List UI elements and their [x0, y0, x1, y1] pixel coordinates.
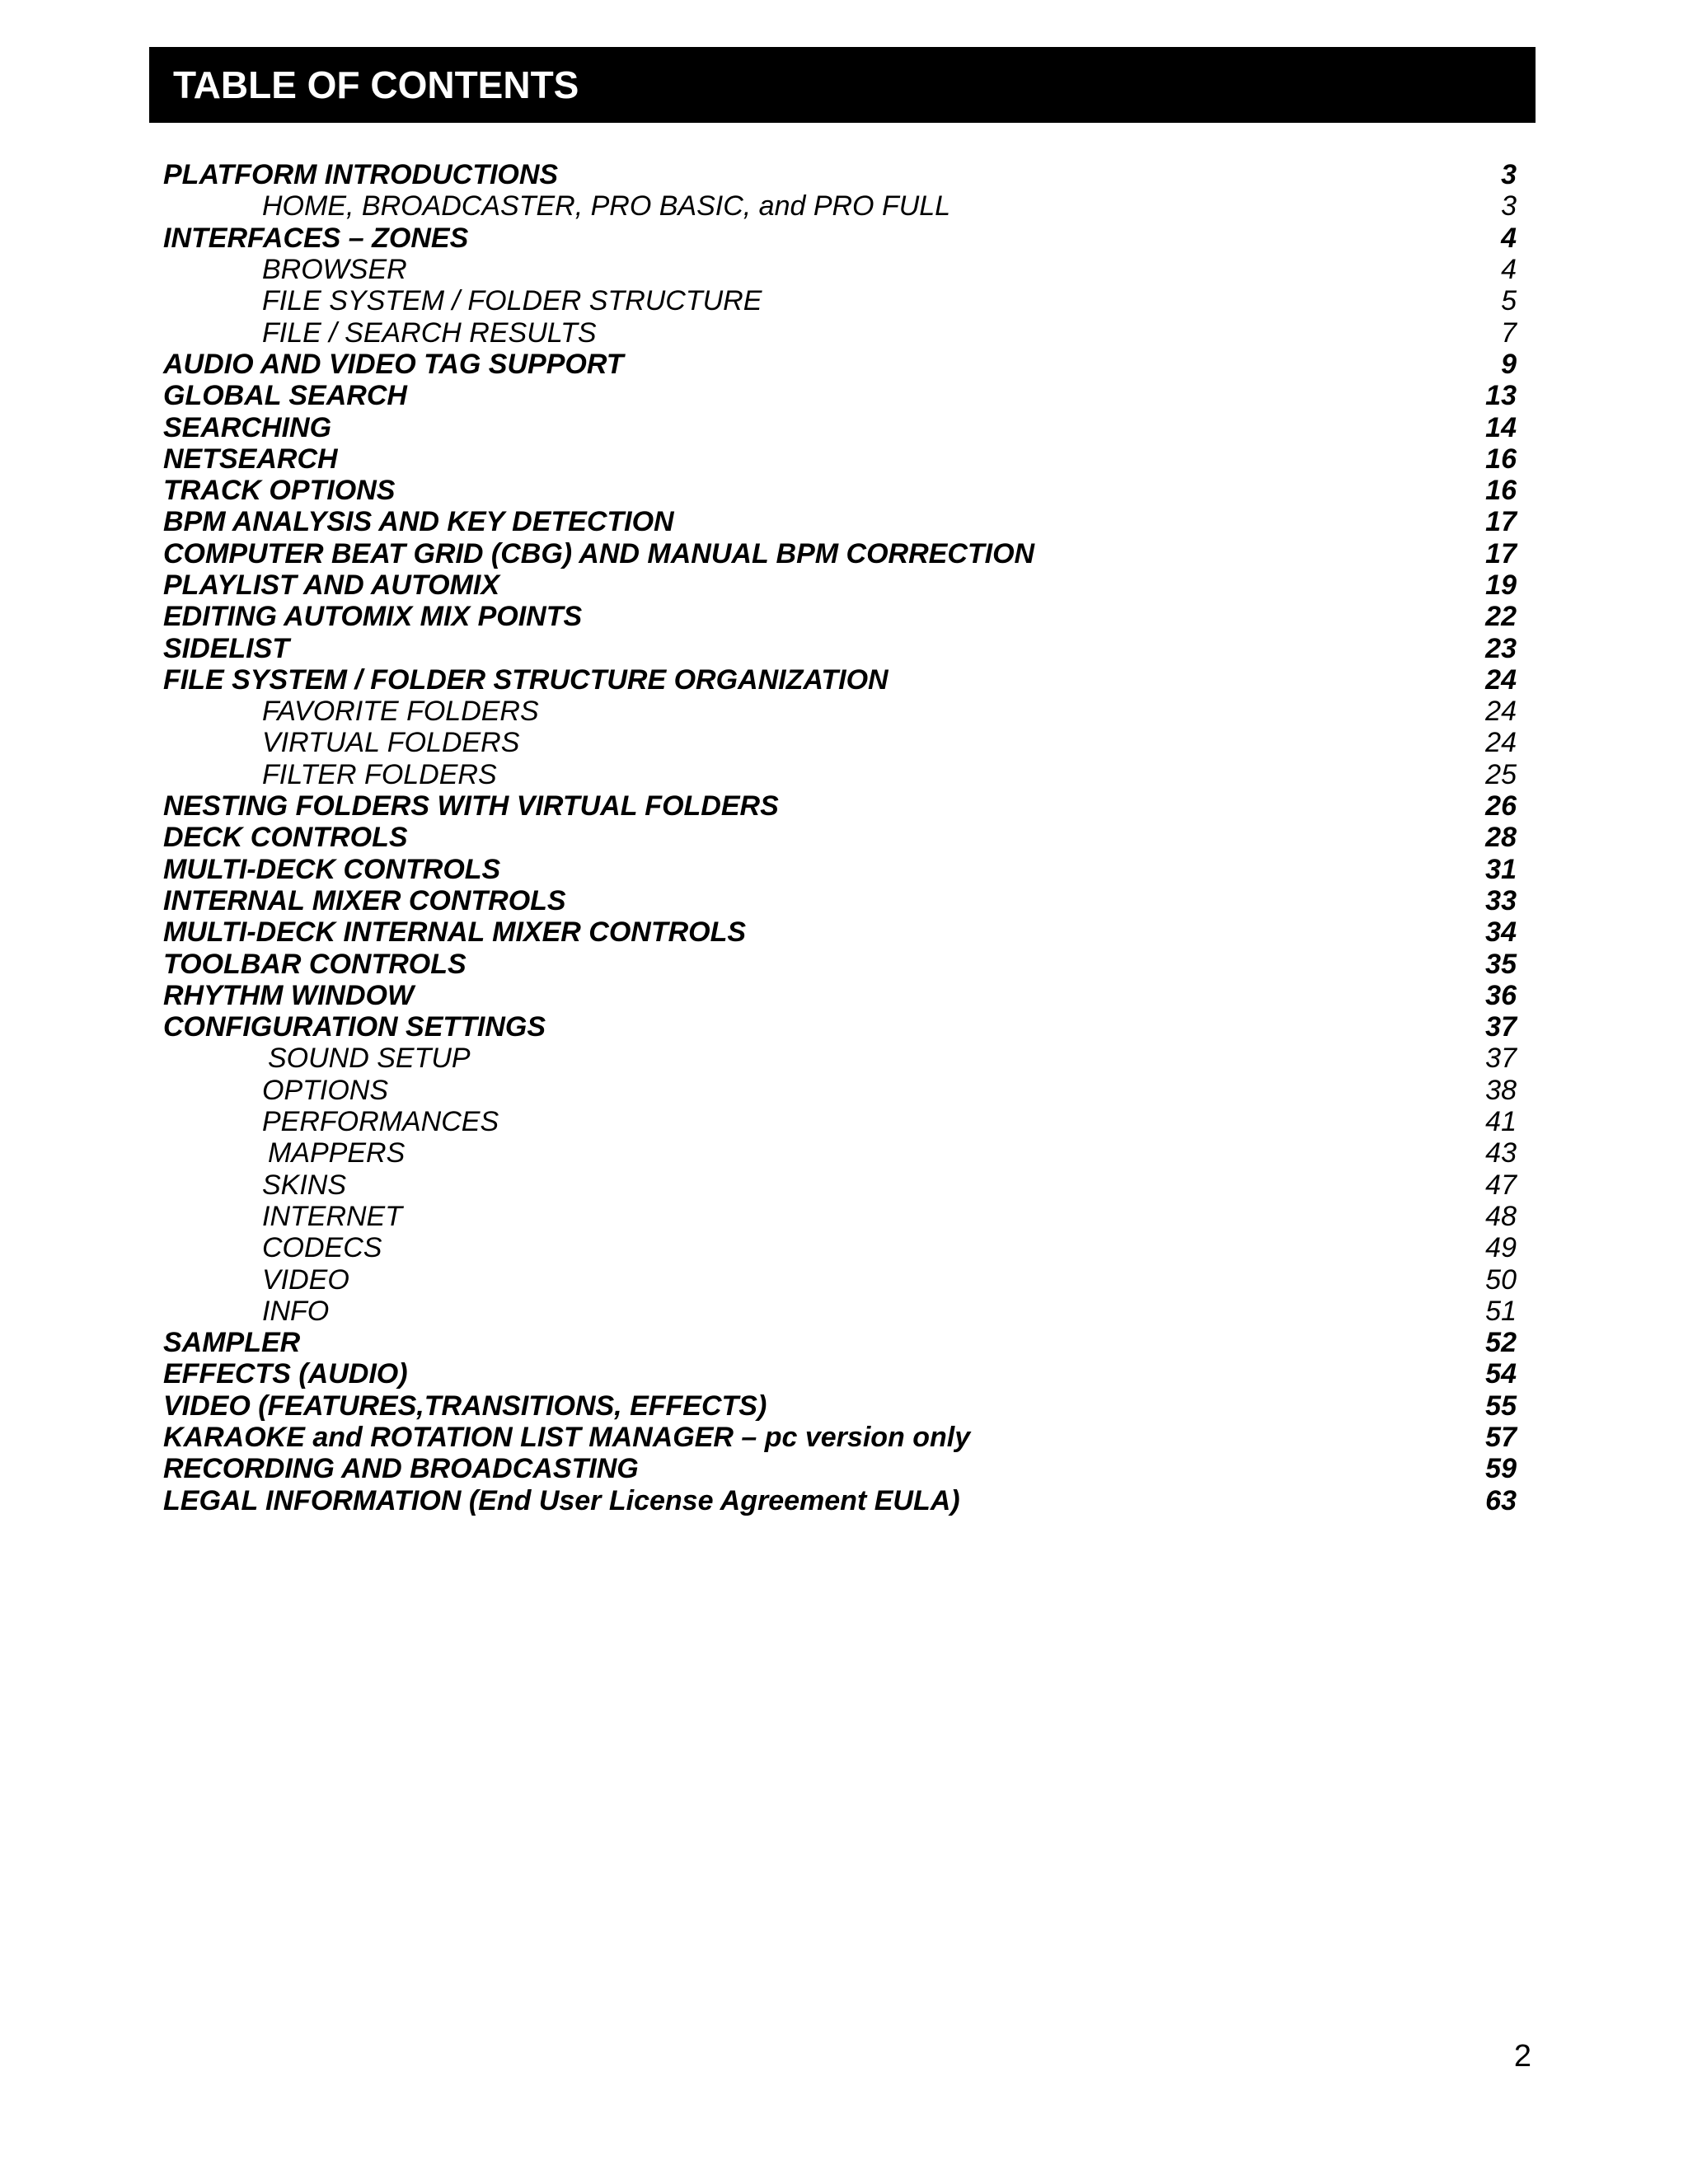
- toc-entry-title: PLATFORM INTRODUCTIONS: [163, 159, 559, 191]
- toc-entry-page-number: 63: [1485, 1484, 1517, 1516]
- toc-entry-title: SOUND SETUP: [268, 1043, 471, 1075]
- toc-entry-title: OPTIONS: [262, 1074, 389, 1106]
- toc-subentry[interactable]: [163, 316, 1517, 348]
- toc-entry-page-number: 24: [1485, 696, 1517, 728]
- toc-entry-title: MULTI-DECK CONTROLS: [163, 853, 501, 885]
- toc-entry[interactable]: [163, 948, 1517, 979]
- toc-entry[interactable]: [163, 664, 1517, 696]
- toc-entry-page-number: 28: [1485, 822, 1517, 854]
- toc-entry-title: PLAYLIST AND AUTOMIX: [163, 569, 499, 601]
- toc-subentry[interactable]: [163, 1296, 1517, 1327]
- toc-entry-title: INTERFACES – ZONES: [163, 222, 469, 254]
- toc-entry-page-number: 48: [1485, 1200, 1517, 1232]
- toc-entry[interactable]: [163, 790, 1517, 822]
- toc-entry-title: RHYTHM WINDOW: [163, 979, 415, 1011]
- toc-entry-title: EDITING AUTOMIX MIX POINTS: [163, 601, 583, 633]
- toc-entry-page-number: 26: [1485, 790, 1517, 823]
- toc-subentry[interactable]: [163, 1075, 1517, 1106]
- toc-entry[interactable]: [163, 885, 1517, 916]
- toc-entry-title: HOME, BROADCASTER, PRO BASIC, and PRO FULL: [262, 190, 951, 223]
- toc-entry-page-number: 52: [1485, 1327, 1517, 1359]
- toc-entry-page-number: 37: [1485, 1043, 1517, 1075]
- toc-entry-page-number: 54: [1485, 1358, 1517, 1390]
- toc-entry-page-number: 7: [1501, 316, 1517, 349]
- toc-entry-title: BROWSER: [262, 254, 407, 286]
- toc-entry-title: LEGAL INFORMATION (End User License Agreement EULA): [163, 1484, 960, 1516]
- toc-subentry[interactable]: [163, 1137, 1517, 1169]
- toc-entry[interactable]: [163, 632, 1517, 663]
- toc-entry[interactable]: [163, 538, 1517, 569]
- toc-entry-page-number: 4: [1501, 254, 1517, 286]
- toc-entry-title: MULTI-DECK INTERNAL MIXER CONTROLS: [163, 916, 747, 949]
- toc-entry-title: FILE SYSTEM / FOLDER STRUCTURE: [262, 285, 762, 317]
- toc-subentry[interactable]: [163, 1106, 1517, 1137]
- toc-entry-page-number: 35: [1485, 948, 1517, 980]
- toc-entry-title: INFO: [262, 1295, 330, 1327]
- toc-entry-page-number: 51: [1485, 1295, 1517, 1327]
- toc-entry-title: FILE / SEARCH RESULTS: [262, 316, 597, 349]
- toc-entry-page-number: 34: [1485, 916, 1517, 949]
- toc-entry-page-number: 24: [1485, 663, 1517, 696]
- toc-header-bar: [149, 47, 1536, 123]
- toc-entry-page-number: 16: [1485, 475, 1517, 507]
- toc-entry-title: KARAOKE and ROTATION LIST MANAGER – pc version only: [163, 1422, 971, 1454]
- toc-entry-page-number: 3: [1501, 159, 1517, 191]
- toc-entry-page-number: 47: [1485, 1169, 1517, 1201]
- toc-subentry[interactable]: [163, 696, 1517, 727]
- toc-entry-page-number: 24: [1485, 727, 1517, 759]
- toc-subentry[interactable]: [163, 190, 1517, 222]
- toc-entry-page-number: 33: [1485, 884, 1517, 916]
- toc-entry-page-number: 55: [1485, 1390, 1517, 1422]
- toc-subentry[interactable]: [163, 759, 1517, 790]
- toc-entry-page-number: 59: [1485, 1453, 1517, 1485]
- toc-subentry[interactable]: [163, 254, 1517, 285]
- toc-entry-page-number: 38: [1485, 1074, 1517, 1106]
- toc-entry-title: RECORDING AND BROADCASTING: [163, 1453, 639, 1485]
- toc-entry-page-number: 17: [1485, 506, 1517, 538]
- toc-entry[interactable]: [163, 349, 1517, 380]
- toc-entry-title: INTERNAL MIXER CONTROLS: [163, 884, 566, 916]
- toc-entry-page-number: 49: [1485, 1232, 1517, 1264]
- toc-entry-page-number: 50: [1485, 1263, 1517, 1296]
- toc-entry-title: NETSEARCH: [163, 443, 338, 475]
- toc-entry-title: VIRTUAL FOLDERS: [262, 727, 520, 759]
- toc-entry-title: FILTER FOLDERS: [262, 758, 497, 790]
- toc-entry[interactable]: [163, 1011, 1517, 1043]
- toc-entry-page-number: 4: [1501, 222, 1517, 254]
- toc-entry-title: SEARCHING: [163, 411, 332, 443]
- toc-entry-page-number: 43: [1485, 1137, 1517, 1169]
- toc-entry[interactable]: [163, 916, 1517, 948]
- toc-entry-title: VIDEO: [262, 1263, 349, 1296]
- toc-entry-title: MAPPERS: [268, 1137, 406, 1169]
- toc-subentry[interactable]: [163, 1232, 1517, 1263]
- toc-entry-title: AUDIO AND VIDEO TAG SUPPORT: [163, 348, 624, 380]
- toc-entry-title: SAMPLER: [163, 1327, 301, 1359]
- toc-subentry[interactable]: [163, 727, 1517, 758]
- toc-entry[interactable]: [163, 475, 1517, 506]
- toc-entry-page-number: 36: [1485, 979, 1517, 1011]
- toc-entry-title: FAVORITE FOLDERS: [262, 696, 539, 728]
- toc-entry-title: PERFORMANCES: [262, 1106, 499, 1138]
- toc-entry[interactable]: [163, 411, 1517, 443]
- toc-entry-page-number: 57: [1485, 1422, 1517, 1454]
- toc-subentry[interactable]: [163, 1043, 1517, 1074]
- toc-entry-page-number: 31: [1485, 853, 1517, 885]
- toc-entry[interactable]: [163, 380, 1517, 411]
- toc-entry[interactable]: [163, 443, 1517, 475]
- toc-subentry[interactable]: [163, 285, 1517, 316]
- toc-entry[interactable]: [163, 569, 1517, 601]
- toc-entry-page-number: 37: [1485, 1011, 1517, 1043]
- toc-entry[interactable]: [163, 601, 1517, 632]
- toc-entry-title: INTERNET: [262, 1200, 402, 1232]
- toc-entry[interactable]: [163, 1422, 1517, 1453]
- toc-entry-page-number: 19: [1485, 569, 1517, 601]
- toc-entry-page-number: 17: [1485, 537, 1517, 569]
- toc-entry-title: TRACK OPTIONS: [163, 475, 396, 507]
- toc-entry-page-number: 5: [1501, 285, 1517, 317]
- toc-entry[interactable]: [163, 506, 1517, 537]
- toc-entry-page-number: 22: [1485, 601, 1517, 633]
- toc-entry[interactable]: [163, 822, 1517, 853]
- toc-entry-title: CODECS: [262, 1232, 382, 1264]
- toc-entry-page-number: 16: [1485, 443, 1517, 475]
- toc-entry[interactable]: [163, 1453, 1517, 1484]
- toc-list: [163, 159, 1517, 1516]
- toc-entry-title: FILE SYSTEM / FOLDER STRUCTURE ORGANIZATION: [163, 663, 889, 696]
- toc-entry-title: GLOBAL SEARCH: [163, 380, 407, 412]
- toc-entry[interactable]: [163, 1358, 1517, 1390]
- toc-entry[interactable]: [163, 854, 1517, 885]
- toc-entry-page-number: 14: [1485, 411, 1517, 443]
- toc-entry[interactable]: [163, 159, 1517, 190]
- toc-entry-title: CONFIGURATION SETTINGS: [163, 1011, 546, 1043]
- toc-entry[interactable]: [163, 1390, 1517, 1422]
- toc-entry-title: TOOLBAR CONTROLS: [163, 948, 467, 980]
- toc-entry-page-number: 41: [1485, 1106, 1517, 1138]
- toc-entry-page-number: 25: [1485, 758, 1517, 790]
- toc-entry-title: COMPUTER BEAT GRID (CBG) AND MANUAL BPM CORRECTION: [163, 537, 1035, 569]
- toc-entry[interactable]: [163, 1484, 1517, 1516]
- toc-entry-title: DECK CONTROLS: [163, 822, 408, 854]
- toc-entry-page-number: 13: [1485, 380, 1517, 412]
- page-number: 2: [1513, 2039, 1531, 2074]
- toc-subentry[interactable]: [163, 1201, 1517, 1232]
- toc-entry[interactable]: [163, 1327, 1517, 1358]
- page-title: TABLE OF CONTENTS: [173, 63, 579, 106]
- toc-entry-title: SKINS: [262, 1169, 347, 1201]
- toc-entry-title: BPM ANALYSIS AND KEY DETECTION: [163, 506, 674, 538]
- toc-entry-title: EFFECTS (AUDIO): [163, 1358, 408, 1390]
- toc-entry[interactable]: [163, 223, 1517, 254]
- toc-entry-title: SIDELIST: [163, 632, 290, 664]
- toc-entry-page-number: 23: [1485, 632, 1517, 664]
- toc-entry-page-number: 9: [1501, 348, 1517, 380]
- toc-entry[interactable]: [163, 980, 1517, 1011]
- toc-entry-page-number: 3: [1501, 190, 1517, 223]
- toc-entry-title: NESTING FOLDERS WITH VIRTUAL FOLDERS: [163, 790, 779, 823]
- toc-entry-title: VIDEO (FEATURES,TRANSITIONS, EFFECTS): [163, 1390, 767, 1422]
- toc-subentry[interactable]: [163, 1169, 1517, 1201]
- toc-subentry[interactable]: [163, 1263, 1517, 1295]
